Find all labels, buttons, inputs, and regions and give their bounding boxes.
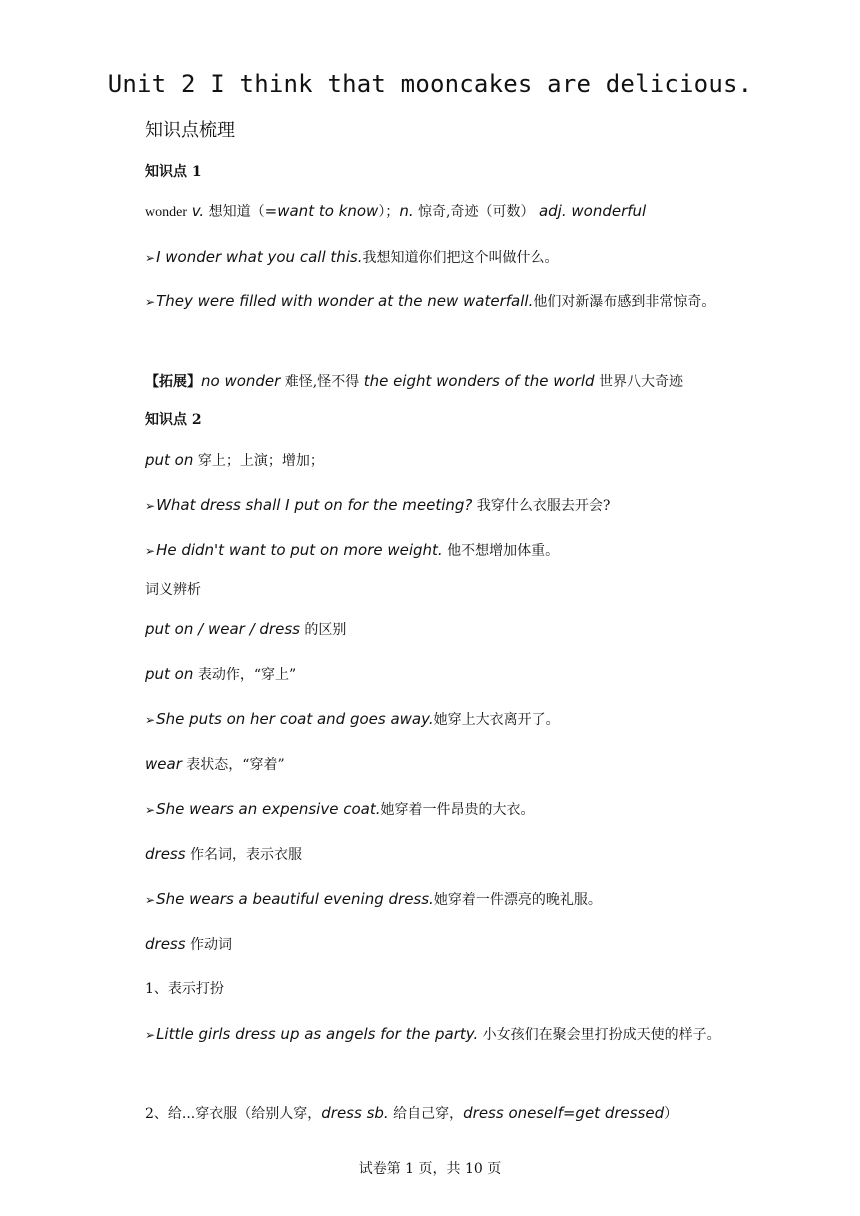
example-sentence: ➢She puts on her coat and goes away.她穿上大衣离开了。 [145, 710, 560, 728]
compare-line: put on / wear / dress 的区别 [145, 620, 347, 638]
def-adj: adj. wonderful [538, 202, 647, 220]
section-heading: 知识点梳理 [145, 120, 235, 141]
numbered-item: 2、给...穿衣服（给别人穿，dress sb. 给自己穿，dress oneself=get dressed） [145, 1104, 679, 1122]
numbered-item: 1、表示打扮 [145, 981, 224, 997]
example-sentence: ➢He didn't want to put on more weight. 他不想增加体重。 [145, 541, 560, 559]
arrow-bullet-icon: ➢ [145, 713, 156, 727]
def-pos: v. [187, 202, 205, 220]
page-footer: 试卷第 1 页，共 10 页 [358, 1161, 502, 1177]
example-sentence: ➢She wears a beautiful evening dress.她穿着一件漂亮的晚礼服。 [145, 890, 602, 908]
point1-heading: 知识点 1 [145, 164, 202, 180]
page-title: Unit 2 I think that mooncakes are delicious. [107, 70, 753, 98]
def-word: wonder [145, 205, 187, 220]
example-sentence: ➢She wears an expensive coat.她穿着一件昂贵的大衣。 [145, 800, 535, 818]
def-cn: 想知道（ [204, 204, 265, 220]
usage-line: wear 表状态，“穿着” [145, 755, 285, 773]
def-eq: =want to know [264, 202, 379, 220]
point1-definition [145, 201, 725, 223]
arrow-bullet-icon: ➢ [145, 1028, 156, 1042]
extension-tag: 【拓展】 [145, 374, 201, 390]
def-cn: ）； [378, 204, 400, 220]
def-cn: 惊奇,奇迹（可数） [413, 204, 539, 220]
usage-line: put on 表动作，“穿上” [145, 665, 297, 683]
example-sentence: ➢What dress shall I put on for the meeting? 我穿什么衣服去开会? [145, 496, 611, 514]
extension-note: 【拓展】no wonder 难怪,怪不得 the eight wonders of the world 世界八大奇迹 [145, 372, 683, 390]
def-pos: n. [399, 202, 414, 220]
arrow-bullet-icon: ➢ [145, 803, 156, 817]
example-sentence: ➢They were filled with wonder at the new waterfall.他们对新瀑布感到非常惊奇。 [145, 292, 716, 310]
arrow-bullet-icon: ➢ [145, 295, 156, 309]
usage-line: dress 作名词，表示衣服 [145, 845, 302, 863]
arrow-bullet-icon: ➢ [145, 544, 156, 558]
arrow-bullet-icon: ➢ [145, 499, 156, 513]
example-sentence: ➢I wonder what you call this.我想知道你们把这个叫做什么。 [145, 248, 559, 266]
usage-line: dress 作动词 [145, 935, 232, 953]
point2-heading: 知识点 2 [145, 412, 202, 428]
point2-definition: put on 穿上；上演；增加； [145, 451, 324, 469]
example-sentence: ➢Little girls dress up as angels for the party. 小女孩们在聚会里打扮成天使的样子。 [145, 1025, 721, 1043]
arrow-bullet-icon: ➢ [145, 251, 156, 265]
arrow-bullet-icon: ➢ [145, 893, 156, 907]
analysis-heading: 词义辨析 [145, 582, 201, 598]
